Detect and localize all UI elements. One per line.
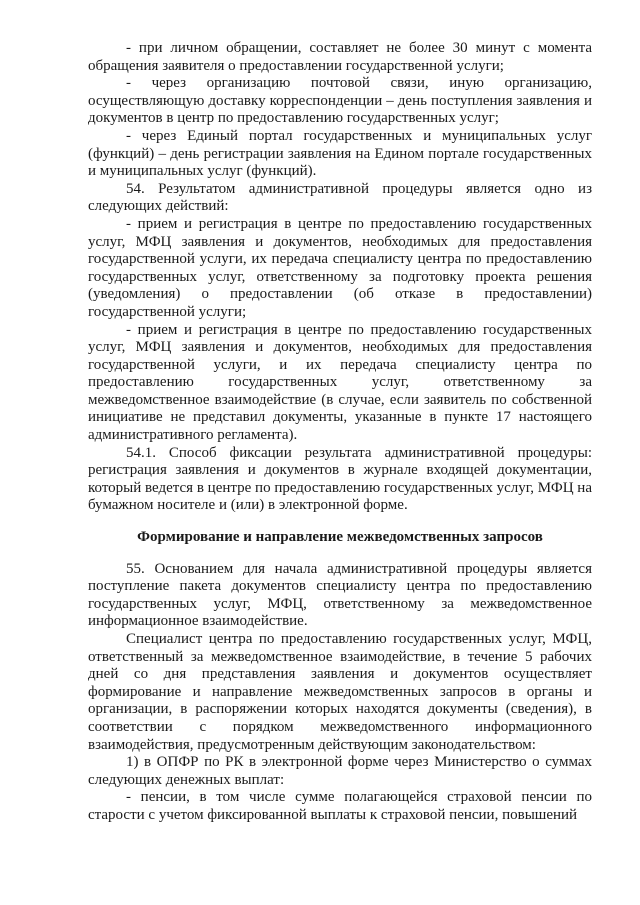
paragraph: 54. Результатом административной процедуры является одно из следующих действий:	[88, 180, 592, 215]
section-heading: Формирование и направление межведомственных запросов	[137, 529, 543, 546]
paragraph: 55. Основанием для начала административной процедуры является поступление пакета документов специалисту центра по предоставлению государственных услуг, МФЦ, ответственному за межведомственное информационное взаимодействие.	[88, 560, 592, 630]
paragraph: 54.1. Способ фиксации результата административной процедуры: регистрация заявления и документов в журнале входящей документации, который ведется в центре по предоставлению государственных услуг, МФЦ на бумажном носителе и (или) в электронной форме.	[88, 444, 592, 514]
paragraph: 1) в ОПФР по РК в электронной форме через Министерство о суммах следующих денежных выплат:	[88, 754, 592, 788]
paragraph: - через Единый портал государственных и муниципальных услуг (функций) – день регистрации заявления на Едином портале государственных и муниципальных услуг (функций).	[88, 127, 592, 180]
paragraph: - через организацию почтовой связи, иную организацию, осуществляющую доставку корреспонденции – день поступления заявления и документов в центр по предоставлению государственных услуг;	[88, 75, 592, 127]
document-page	[88, 40, 592, 825]
paragraph: - пенсии, в том числе сумме полагающейся страховой пенсии по старости с учетом фиксированной выплаты к страховой пенсии, повышений	[88, 789, 592, 823]
paragraph: - при личном обращении, составляет не более 30 минут с момента обращения заявителя о предоставлении государственной услуги;	[88, 40, 592, 74]
paragraph: Специалист центра по предоставлению государственных услуг, МФЦ, ответственный за межведомственное взаимодействие, в течение 5 рабочих дней со дня представления заявления и документов осуществляет формирование и направление межведомственных запросов в органы и организации, в распоряжении которых находятся документы (сведения), в соответствии с порядком межведомственного информационного взаимодействия, предусмотренным действующим законодательством:	[88, 631, 592, 753]
paragraph: - прием и регистрация в центре по предоставлению государственных услуг, МФЦ заявления и документов, необходимых для предоставления государственной услуги, и их передача специалисту центра по предоставлению государственных услуг, ответственному за межведомственное взаимодействие (в случае, если заявитель по собственной инициативе не представил документы, указанные в пункте 17 настоящего административного регламента).	[88, 321, 592, 444]
paragraph: - прием и регистрация в центре по предоставлению государственных услуг, МФЦ заявления и документов, необходимых для предоставления государственной услуги, их передача специалисту центра по предоставлению государственных услуг, ответственному за подготовку проекта решения (уведомления) о предоставлении (об отказе в предоставлении) государственной услуги;	[88, 215, 592, 320]
